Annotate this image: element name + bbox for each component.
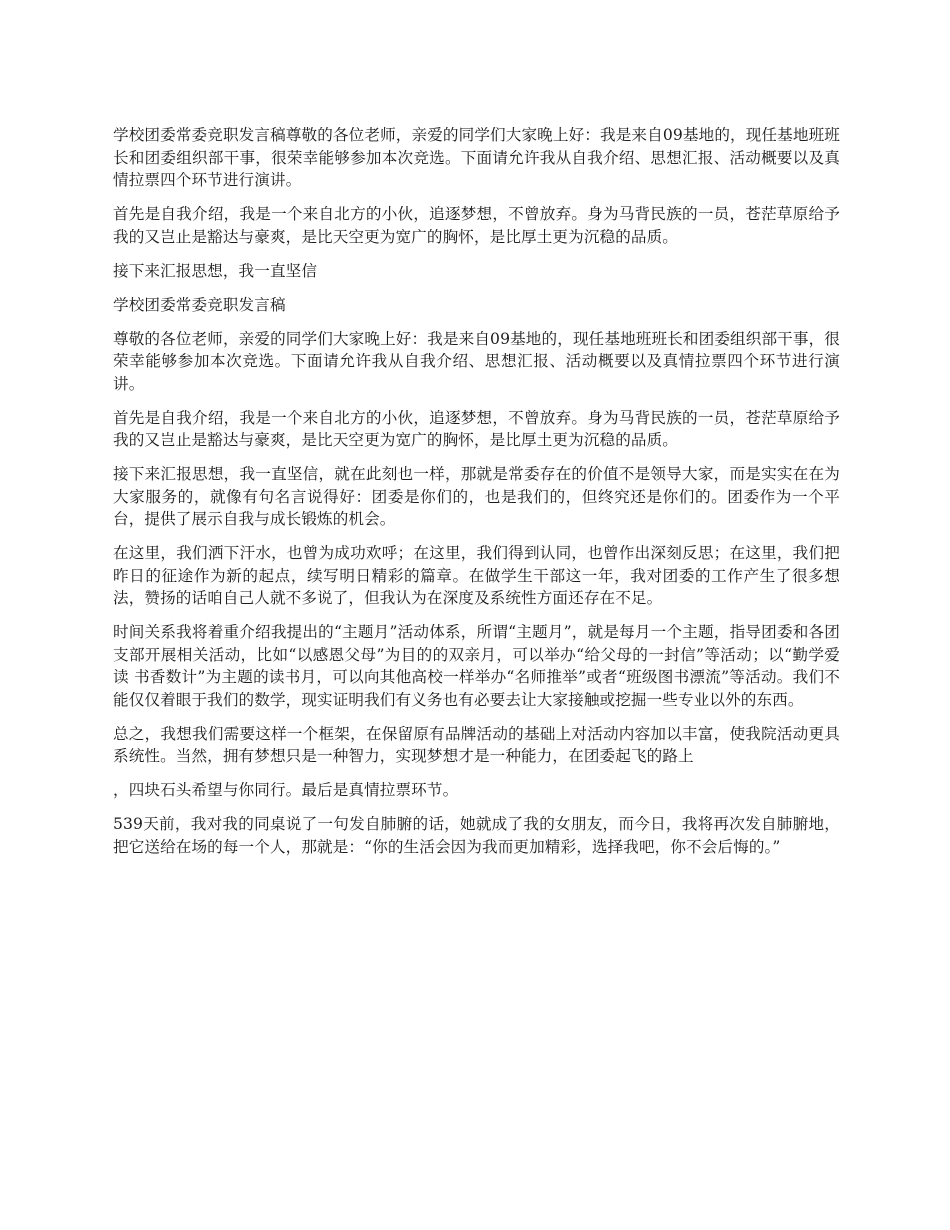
paragraph-vote-transition: ，四块石头希望与你同行。最后是真情拉票环节。 xyxy=(113,781,459,799)
paragraph-conclusion: 总之，我想我们需要这样一个框架，在保留原有品牌活动的基础上对活动内容加以丰富，使我院活动更具系统性。当然，拥有梦想只是一种智力，实现梦想才是一种能力，在团委起飞的路上 xyxy=(113,724,840,765)
document-body xyxy=(113,124,840,870)
paragraph-thought-fragment: 接下来汇报思想，我一直坚信 xyxy=(113,261,318,280)
paragraph-self-intro: 首先是自我介绍，我是一个来自北方的小伙，追逐梦想，不曾放弃。身为马背民族的一员，苍茫草原给予我的又岂止是豁达与豪爽，是比天空更为宽广的胸怀，是比厚土更为沉稳的品质。 xyxy=(113,205,840,246)
paragraph-closing: 539天前，我对我的同桌说了一句发自肺腑的话，她就成了我的女朋友，而今日，我将再次发自肺腑地，把它送给在场的每一个人，那就是：“你的生活会因为我而更加精彩，选择我吧，你不会后悔的。” xyxy=(113,815,840,856)
paragraph-heading: 学校团委常委竞职发言稿 xyxy=(113,295,286,314)
paragraph-reflection: 在这里，我们洒下汗水，也曾为成功欢呼；在这里，我们得到认同，也曾作出深刻反思；在这里，我们把昨日的征途作为新的起点，续写明日精彩的篇章。在做学生干部这一年，我对团委的工作产生了很多想法，赞扬的话咱自己人就不多说了，但我认为在深度及系统性方面还存在不足。 xyxy=(113,544,840,607)
paragraph-thought-report: 接下来汇报思想，我一直坚信，就在此刻也一样，那就是常委存在的价值不是领导大家，而是实实在在为大家服务的，就像有句名言说得好：团委是你们的，也是我们的，但终究还是你们的。团委作为一个平台，提供了展示自我与成长锻炼的机会。 xyxy=(113,465,840,528)
paragraph-intro-title: 学校团委常委竞职发言稿尊敬的各位老师，亲爱的同学们大家晚上好：我是来自09基地的，现任基地班班长和团委组织部干事，很荣幸能够参加本次竞选。下面请允许我从自我介绍、思想汇报、活动概要以及真情拉票四个环节进行演讲。 xyxy=(113,126,840,189)
paragraph-theme-month: 时间关系我将着重介绍我提出的“主题月”活动体系，所谓“主题月”，就是每月一个主题，指导团委和各团支部开展相关活动，比如“以感恩父母”为目的的双亲月，可以举办“给父母的一封信”等活动；以“勤学爱读 书香数计”为主题的读书月，可以向其他高校一样举办“名师推举”或者“班级图书漂流”等活动。我们不能仅仅着眼于我们的数学，现实证明我们有义务也有必要去让大家接触或挖掘一些专业以外的东西。 xyxy=(113,623,840,709)
paragraph-self-intro-repeat: 首先是自我介绍，我是一个来自北方的小伙，追逐梦想，不曾放弃。身为马背民族的一员，苍茫草原给予我的又岂止是豁达与豪爽，是比天空更为宽广的胸怀，是比厚土更为沉稳的品质。 xyxy=(113,408,840,449)
paragraph-greeting: 尊敬的各位老师，亲爱的同学们大家晚上好：我是来自09基地的，现任基地班班长和团委组织部干事，很荣幸能够参加本次竞选。下面请允许我从自我介绍、思想汇报、活动概要以及真情拉票四个环节进行演讲。 xyxy=(113,329,840,393)
